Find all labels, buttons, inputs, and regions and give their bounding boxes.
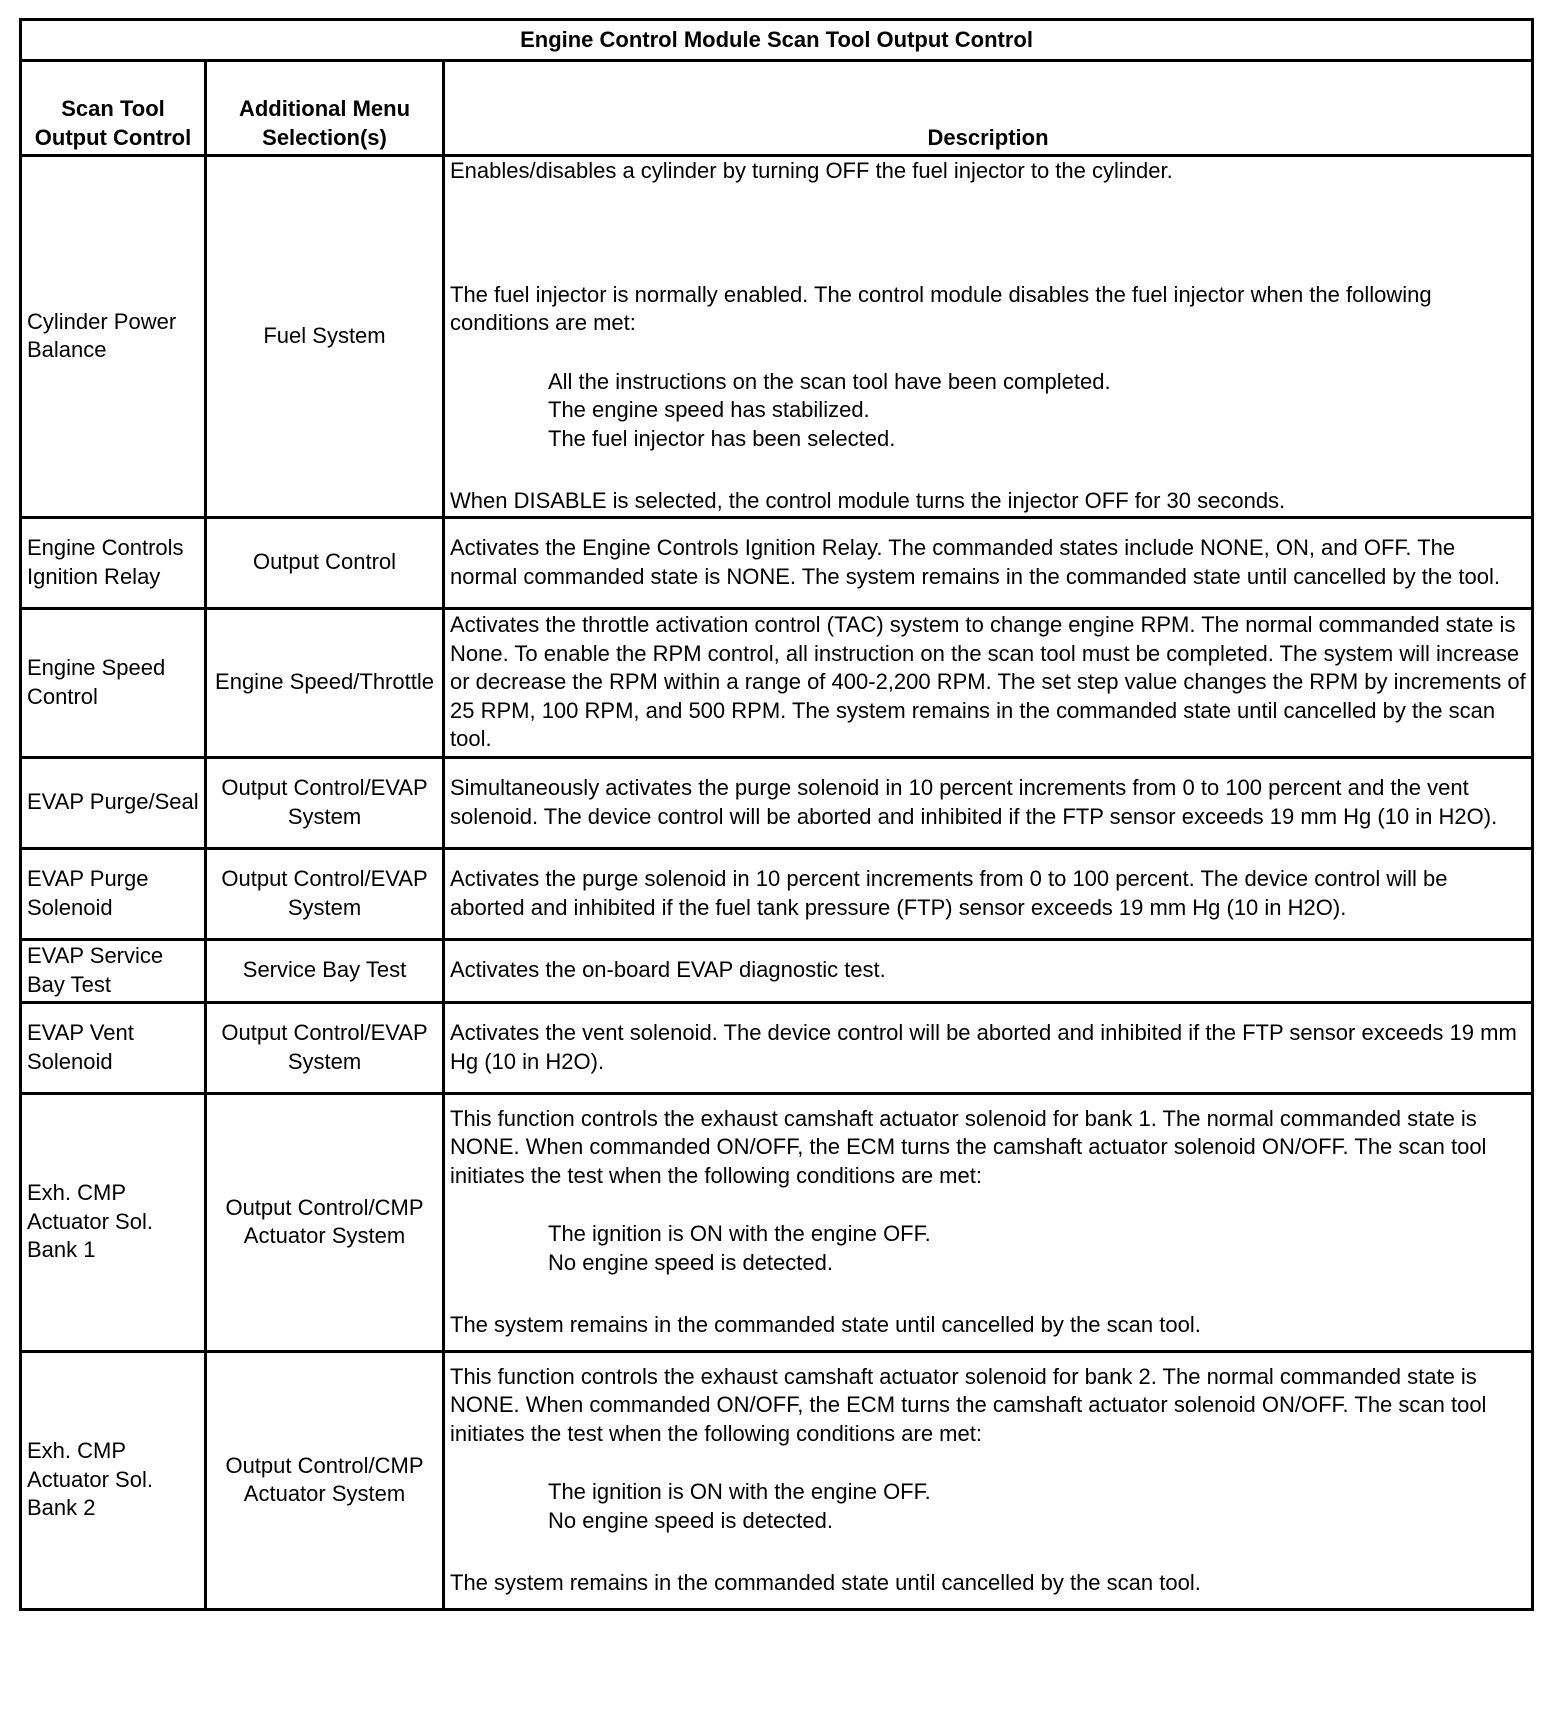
- output-control-name: Exh. CMP Actuator Sol. Bank 2: [21, 1351, 206, 1609]
- description-paragraph: Activates the purge solenoid in 10 percent increments from 0 to 100 percent. The device control will be aborted and inhibited if the fuel tank pressure (FTP) sensor exceeds 19 mm Hg (10 in H2O).: [450, 866, 1448, 920]
- description-cell: [444, 848, 1533, 939]
- description-paragraph: Activates the Engine Controls Ignition Relay. The commanded states include NONE, ON, and OFF. The normal commanded state is NONE. The system remains in the commanded state until cancelled by the tool.: [450, 535, 1500, 589]
- description-cell: [444, 757, 1533, 848]
- description-cell: [444, 1093, 1533, 1351]
- description-cell: [444, 1002, 1533, 1093]
- table-title: Engine Control Module Scan Tool Output Control: [21, 20, 1533, 61]
- output-control-name: Cylinder Power Balance: [21, 156, 206, 518]
- condition-item: The ignition is ON with the engine OFF.: [548, 1221, 931, 1246]
- menu-selection: Output Control/CMP Actuator System: [206, 1351, 444, 1609]
- table-row: [21, 848, 1533, 939]
- description-paragraph: The system remains in the commanded state until cancelled by the scan tool.: [450, 1312, 1201, 1337]
- condition-item: All the instructions on the scan tool have been completed.: [548, 368, 1111, 394]
- table-row: [21, 757, 1533, 848]
- condition-item: No engine speed is detected.: [548, 1507, 833, 1533]
- header-scan-tool-output-control: Scan Tool Output Control: [21, 61, 206, 156]
- menu-selection: Output Control: [206, 517, 444, 608]
- output-control-name: Exh. CMP Actuator Sol. Bank 1: [21, 1093, 206, 1351]
- condition-item: The engine speed has stabilized.: [548, 397, 870, 422]
- menu-selection: Output Control/EVAP System: [206, 848, 444, 939]
- table-row: [21, 156, 1533, 518]
- table-row: [21, 1351, 1533, 1609]
- output-control-name: EVAP Vent Solenoid: [21, 1002, 206, 1093]
- description-cell: [444, 1351, 1533, 1609]
- menu-selection: Fuel System: [206, 156, 444, 518]
- scan-tool-output-control-table: [19, 18, 1534, 1611]
- output-control-name: Engine Speed Control: [21, 608, 206, 757]
- description-cell: [444, 939, 1533, 1002]
- menu-selection: Output Control/EVAP System: [206, 757, 444, 848]
- description-paragraph: This function controls the exhaust camshaft actuator solenoid for bank 2. The normal commanded state is NONE. When commanded ON/OFF, the ECM turns the camshaft actuator solenoid ON/OFF. The scan tool initiates the test when the following conditions are met:: [450, 1363, 1487, 1446]
- condition-item: No engine speed is detected.: [548, 1249, 833, 1275]
- description-paragraph: Activates the on-board EVAP diagnostic test.: [450, 957, 886, 983]
- description-cell: [444, 517, 1533, 608]
- menu-selection: Service Bay Test: [206, 939, 444, 1002]
- menu-selection: Output Control/EVAP System: [206, 1002, 444, 1093]
- table-row: [21, 608, 1533, 757]
- description-paragraph: When DISABLE is selected, the control module turns the injector OFF for 30 seconds.: [450, 488, 1286, 513]
- menu-selection: Output Control/CMP Actuator System: [206, 1093, 444, 1351]
- menu-selection: Engine Speed/Throttle: [206, 608, 444, 757]
- description-paragraph: The fuel injector is normally enabled. The control module disables the fuel injector when the following conditions are met:: [450, 281, 1432, 335]
- description-paragraph: This function controls the exhaust camshaft actuator solenoid for bank 1. The normal commanded state is NONE. When commanded ON/OFF, the ECM turns the camshaft actuator solenoid ON/OFF. The scan tool initiates the test when the following conditions are met:: [450, 1105, 1487, 1188]
- description-paragraph: Activates the throttle activation control (TAC) system to change engine RPM. The normal commanded state is None. To enable the RPM control, all instruction on the scan tool must be completed. The system will increase or decrease the RPM within a range of 400-2,200 RPM. The set step value changes the RPM by increments of 25 RPM, 100 RPM, and 500 RPM. The system remains in the commanded state until cancelled by the scan tool.: [450, 612, 1526, 752]
- description-cell: [444, 608, 1533, 757]
- condition-item: The fuel injector has been selected.: [548, 425, 896, 451]
- header-description: Description: [444, 61, 1533, 156]
- header-row: [21, 61, 1533, 156]
- description-paragraph: Simultaneously activates the purge solenoid in 10 percent increments from 0 to 100 percent and the vent solenoid. The device control will be aborted and inhibited if the FTP sensor exceeds 19 mm Hg (10 in H2O).: [450, 775, 1498, 829]
- table-row: [21, 1093, 1533, 1351]
- description-cell: [444, 156, 1533, 518]
- table-row: [21, 517, 1533, 608]
- output-control-name: EVAP Service Bay Test: [21, 939, 206, 1002]
- table-row: [21, 939, 1533, 1002]
- output-control-name: Engine Controls Ignition Relay: [21, 517, 206, 608]
- condition-item: The ignition is ON with the engine OFF.: [548, 1479, 931, 1504]
- description-paragraph: Enables/disables a cylinder by turning OFF the fuel injector to the cylinder.: [450, 158, 1173, 183]
- description-paragraph: Activates the vent solenoid. The device control will be aborted and inhibited if the FTP sensor exceeds 19 mm Hg (10 in H2O).: [450, 1020, 1517, 1074]
- output-control-name: EVAP Purge/Seal: [21, 757, 206, 848]
- output-control-name: EVAP Purge Solenoid: [21, 848, 206, 939]
- table-row: [21, 1002, 1533, 1093]
- description-paragraph: The system remains in the commanded state until cancelled by the scan tool.: [450, 1570, 1201, 1595]
- header-additional-menu-selections: Additional Menu Selection(s): [206, 61, 444, 156]
